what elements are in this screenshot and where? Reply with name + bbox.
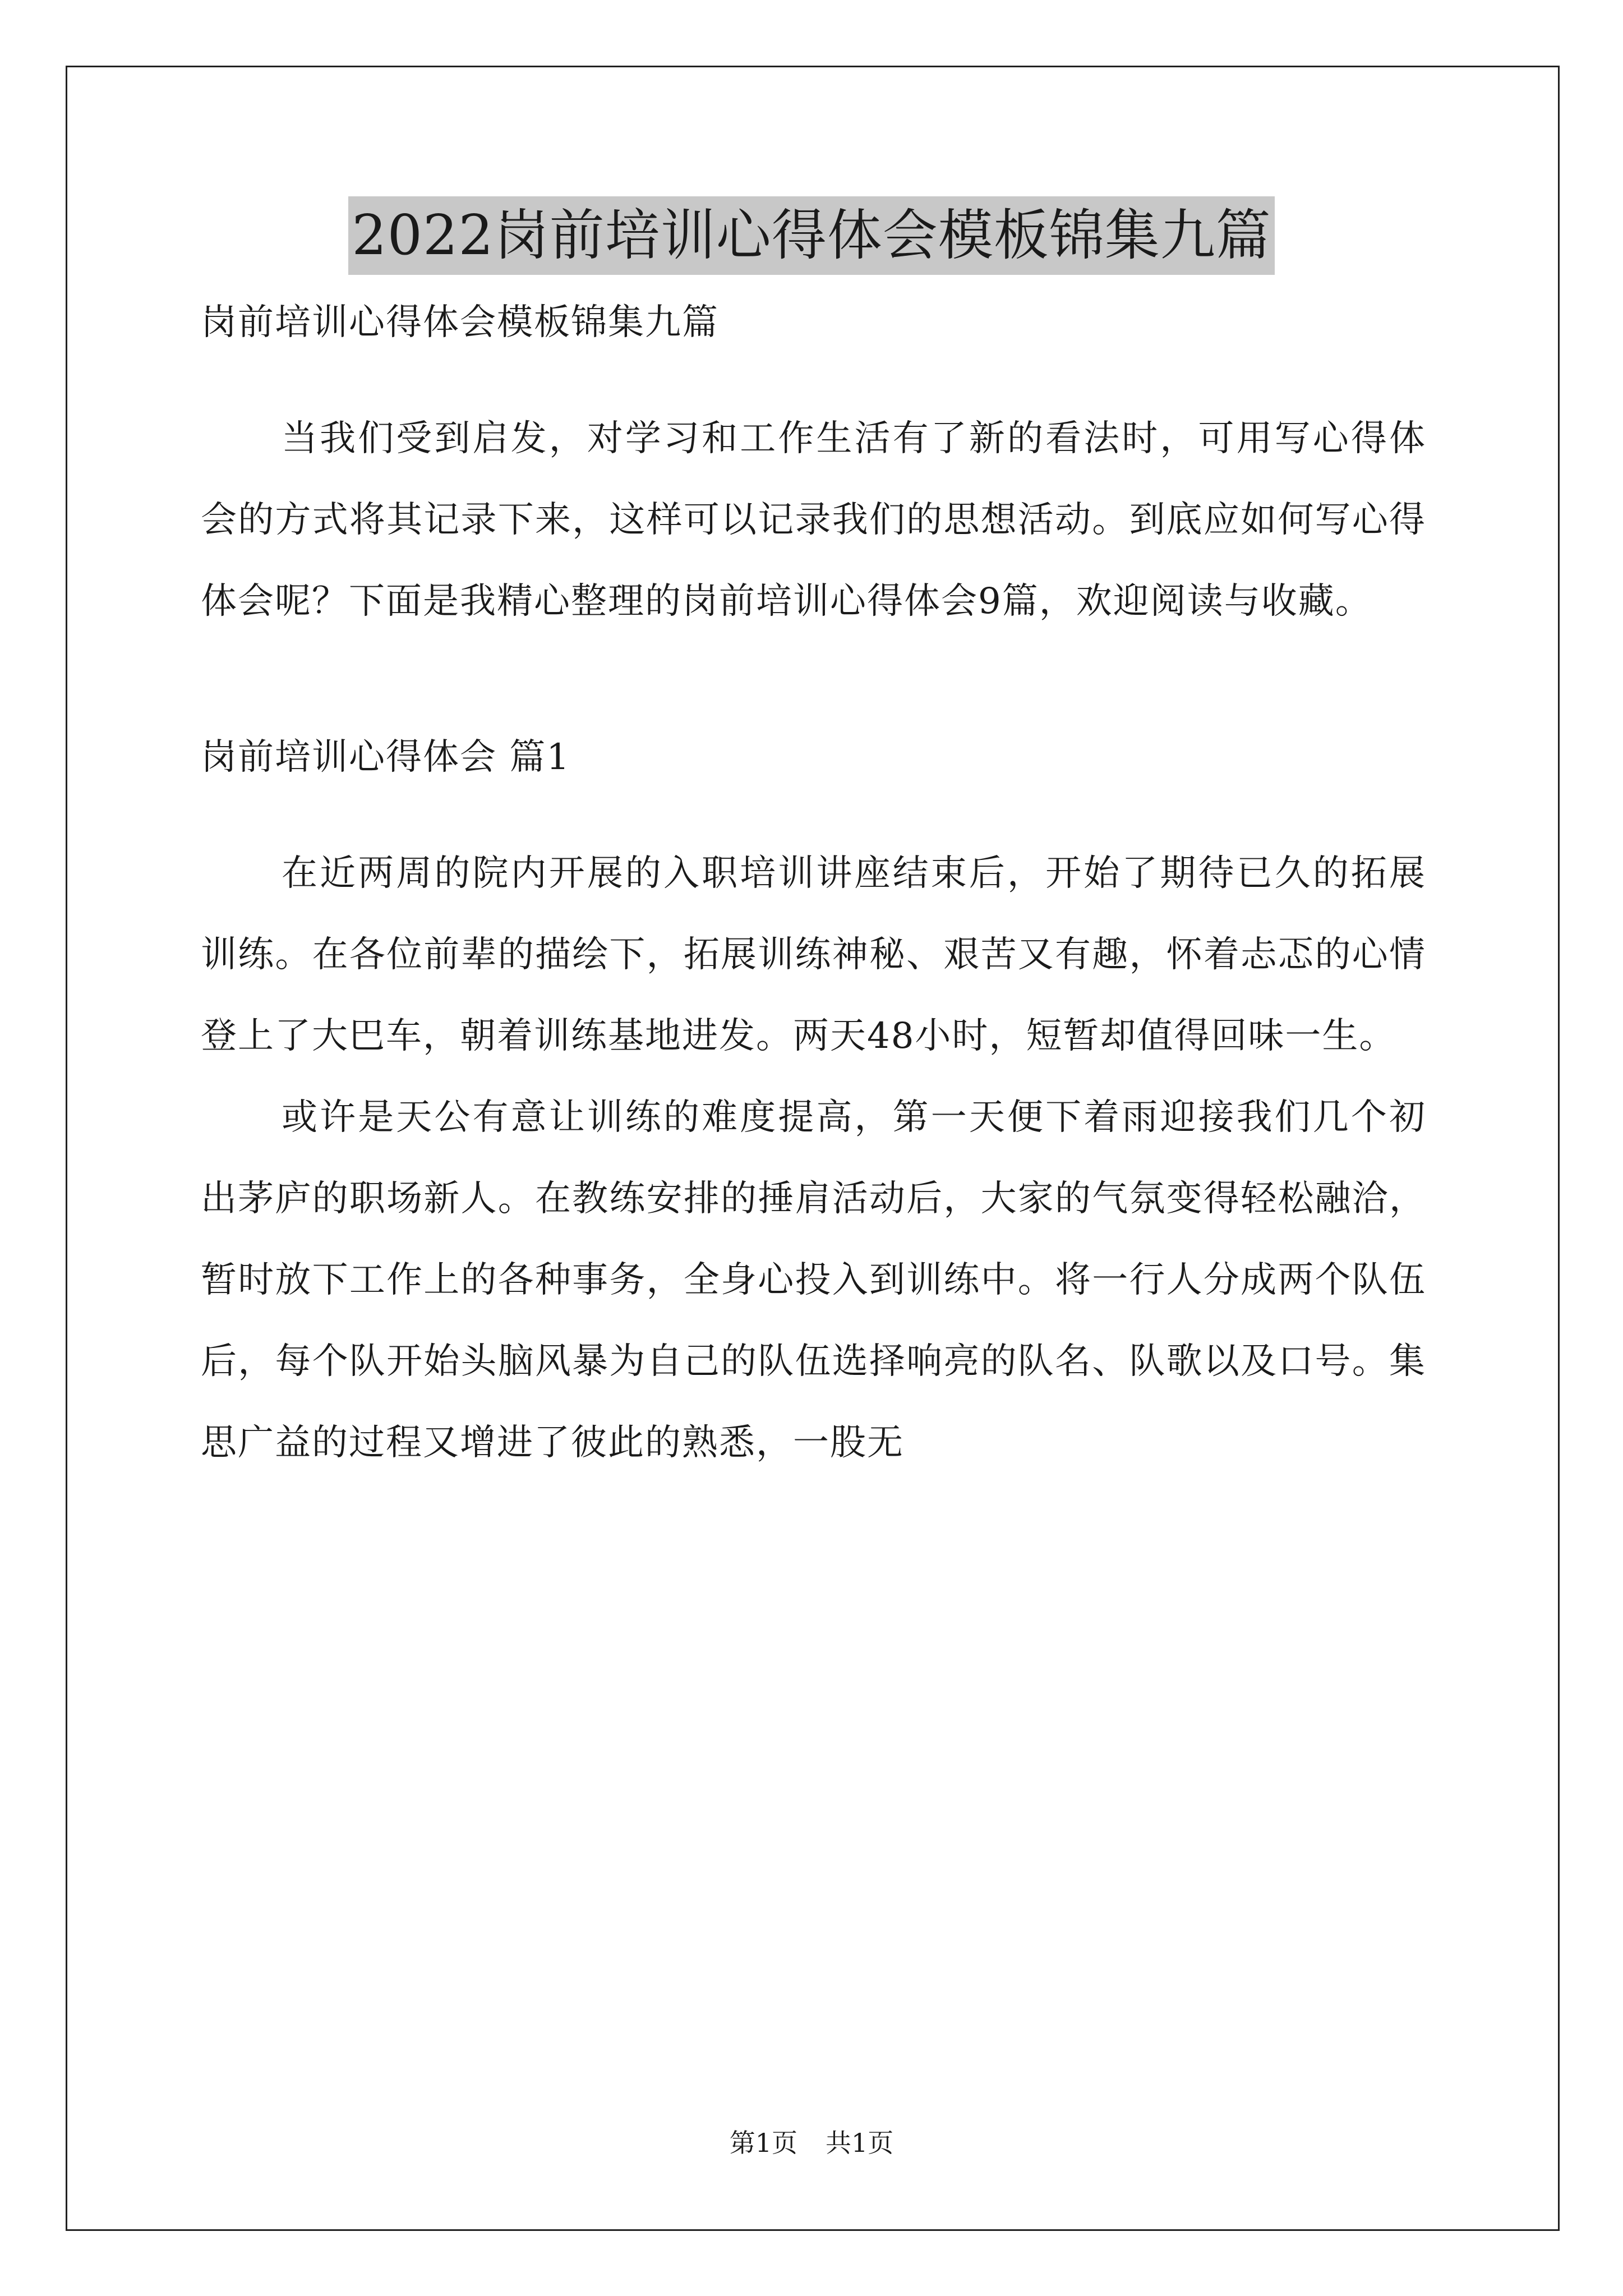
page-total: 共1页 (826, 2128, 894, 2158)
document-body (201, 297, 1426, 1484)
body-paragraph-2: 或许是天公有意让训练的难度提高，第一天便下着雨迎接我们几个初出茅庐的职场新人。在教练安排的捶肩活动后，大家的气氛变得轻松融洽，暂时放下工作上的各种事务，全身心投入到训练中。将一行人分成两个队伍后，每个队开始头脑风暴为自己的队伍选择响亮的队名、队歌以及口号。集思广益的过程又增进了彼此的熟悉，一股无 (201, 1097, 1426, 1464)
page-number: 第1页 (729, 2128, 797, 2158)
body-paragraph-1: 在近两周的院内开展的入职培训讲座结束后，开始了期待已久的拓展训练。在各位前辈的描绘下，拓展训练神秘、艰苦又有趣，怀着忐忑的心情登上了大巴车，朝着训练基地进发。两天48小时，短暂却值得回味一生。 (201, 853, 1426, 1057)
title-block (0, 196, 1623, 275)
page-footer (0, 2126, 1623, 2160)
intro-paragraph: 当我们受到启发，对学习和工作生活有了新的看法时，可用写心得体会的方式将其记录下来，这样可以记录我们的思想活动。到底应如何写心得体会呢？下面是我精心整理的岗前培训心得体会9篇，欢迎阅读与收藏。 (201, 418, 1426, 622)
section-heading: 岗前培训心得体会 篇1 (201, 737, 571, 778)
document-title: 2022岗前培训心得体会模板锦集九篇 (348, 196, 1274, 275)
document-subtitle: 岗前培训心得体会模板锦集九篇 (201, 302, 719, 343)
